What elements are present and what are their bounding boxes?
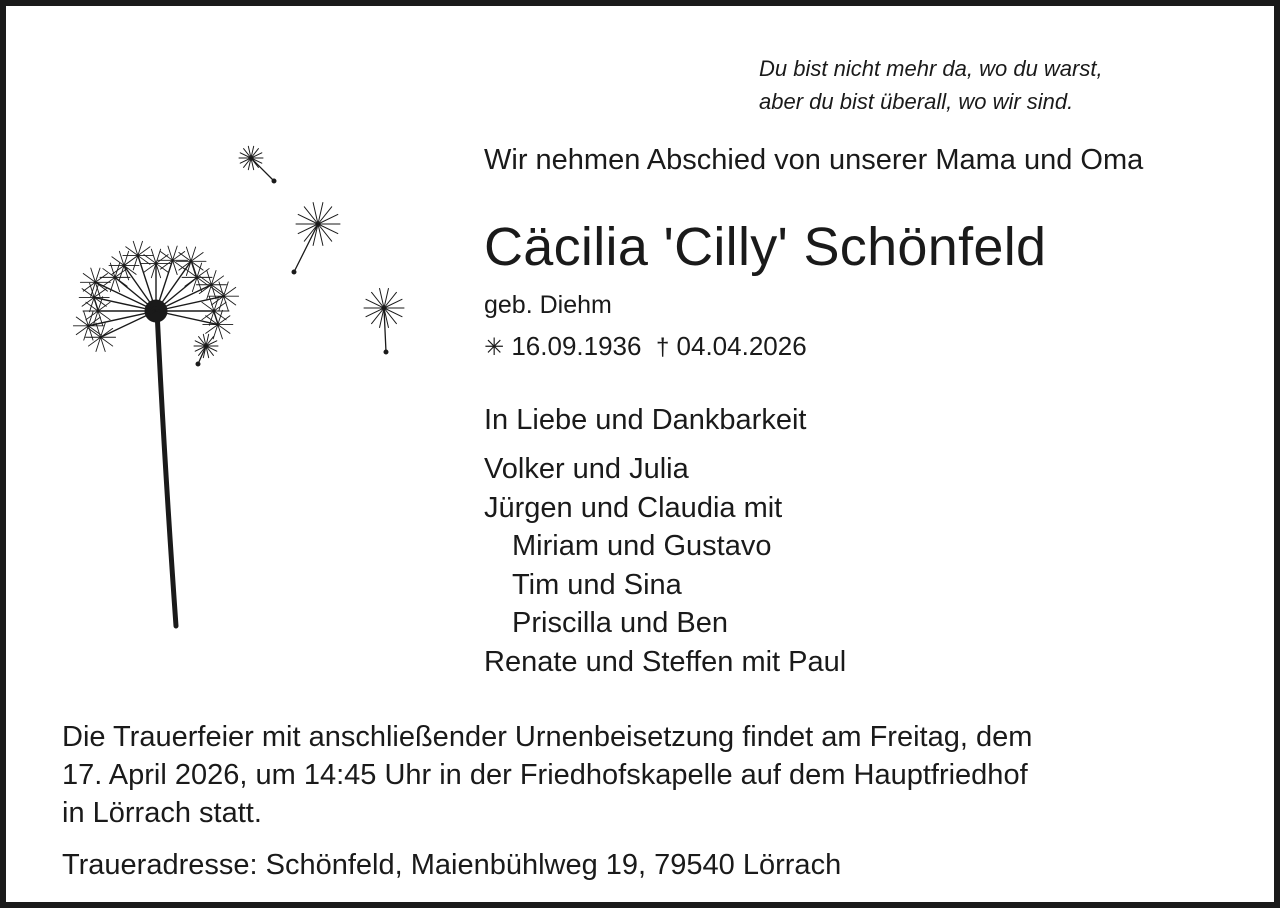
quote — [759, 52, 1103, 118]
birth-date: 16.09.1936 — [511, 331, 642, 361]
life-dates — [484, 331, 807, 362]
family-member: Priscilla und Ben — [512, 607, 728, 639]
deceased-name: Cäcilia 'Cilly' Schönfeld — [484, 217, 1047, 277]
dandelion-icon — [56, 126, 436, 636]
quote-line-1: Du bist nicht mehr da, wo du warst, — [759, 56, 1103, 81]
family-member: Miriam und Gustavo — [512, 530, 772, 562]
quote-line-2: aber du bist überall, wo wir sind. — [759, 89, 1074, 114]
family-member: Renate und Steffen mit Paul — [484, 645, 847, 678]
family-member: Volker und Julia — [484, 453, 689, 485]
family-list — [484, 450, 846, 681]
birth-star-icon: ✳ — [484, 334, 505, 361]
family-member: Tim und Sina — [512, 568, 682, 601]
service-line-2: 17. April 2026, um 14:45 Uhr in der Friedhofskapelle auf dem Hauptfriedhof — [62, 759, 1028, 791]
death-date: 04.04.2026 — [676, 331, 807, 361]
service-line-3: in Lörrach statt. — [62, 797, 262, 829]
funeral-service-info — [62, 718, 1252, 832]
intro-text: Wir nehmen Abschied von unserer Mama und Oma — [484, 144, 1144, 176]
thanks-line: In Liebe und Dankbarkeit — [484, 404, 807, 436]
death-cross-icon: † — [655, 334, 670, 361]
family-member: Jürgen und Claudia mit — [484, 491, 783, 524]
mourning-address: Traueradresse: Schönfeld, Maienbühlweg 19, 79540 Lörrach — [62, 849, 842, 881]
service-line-1: Die Trauerfeier mit anschließender Urnenbeisetzung findet am Freitag, dem — [62, 721, 1033, 753]
birth-name: geb. Diehm — [484, 291, 612, 319]
